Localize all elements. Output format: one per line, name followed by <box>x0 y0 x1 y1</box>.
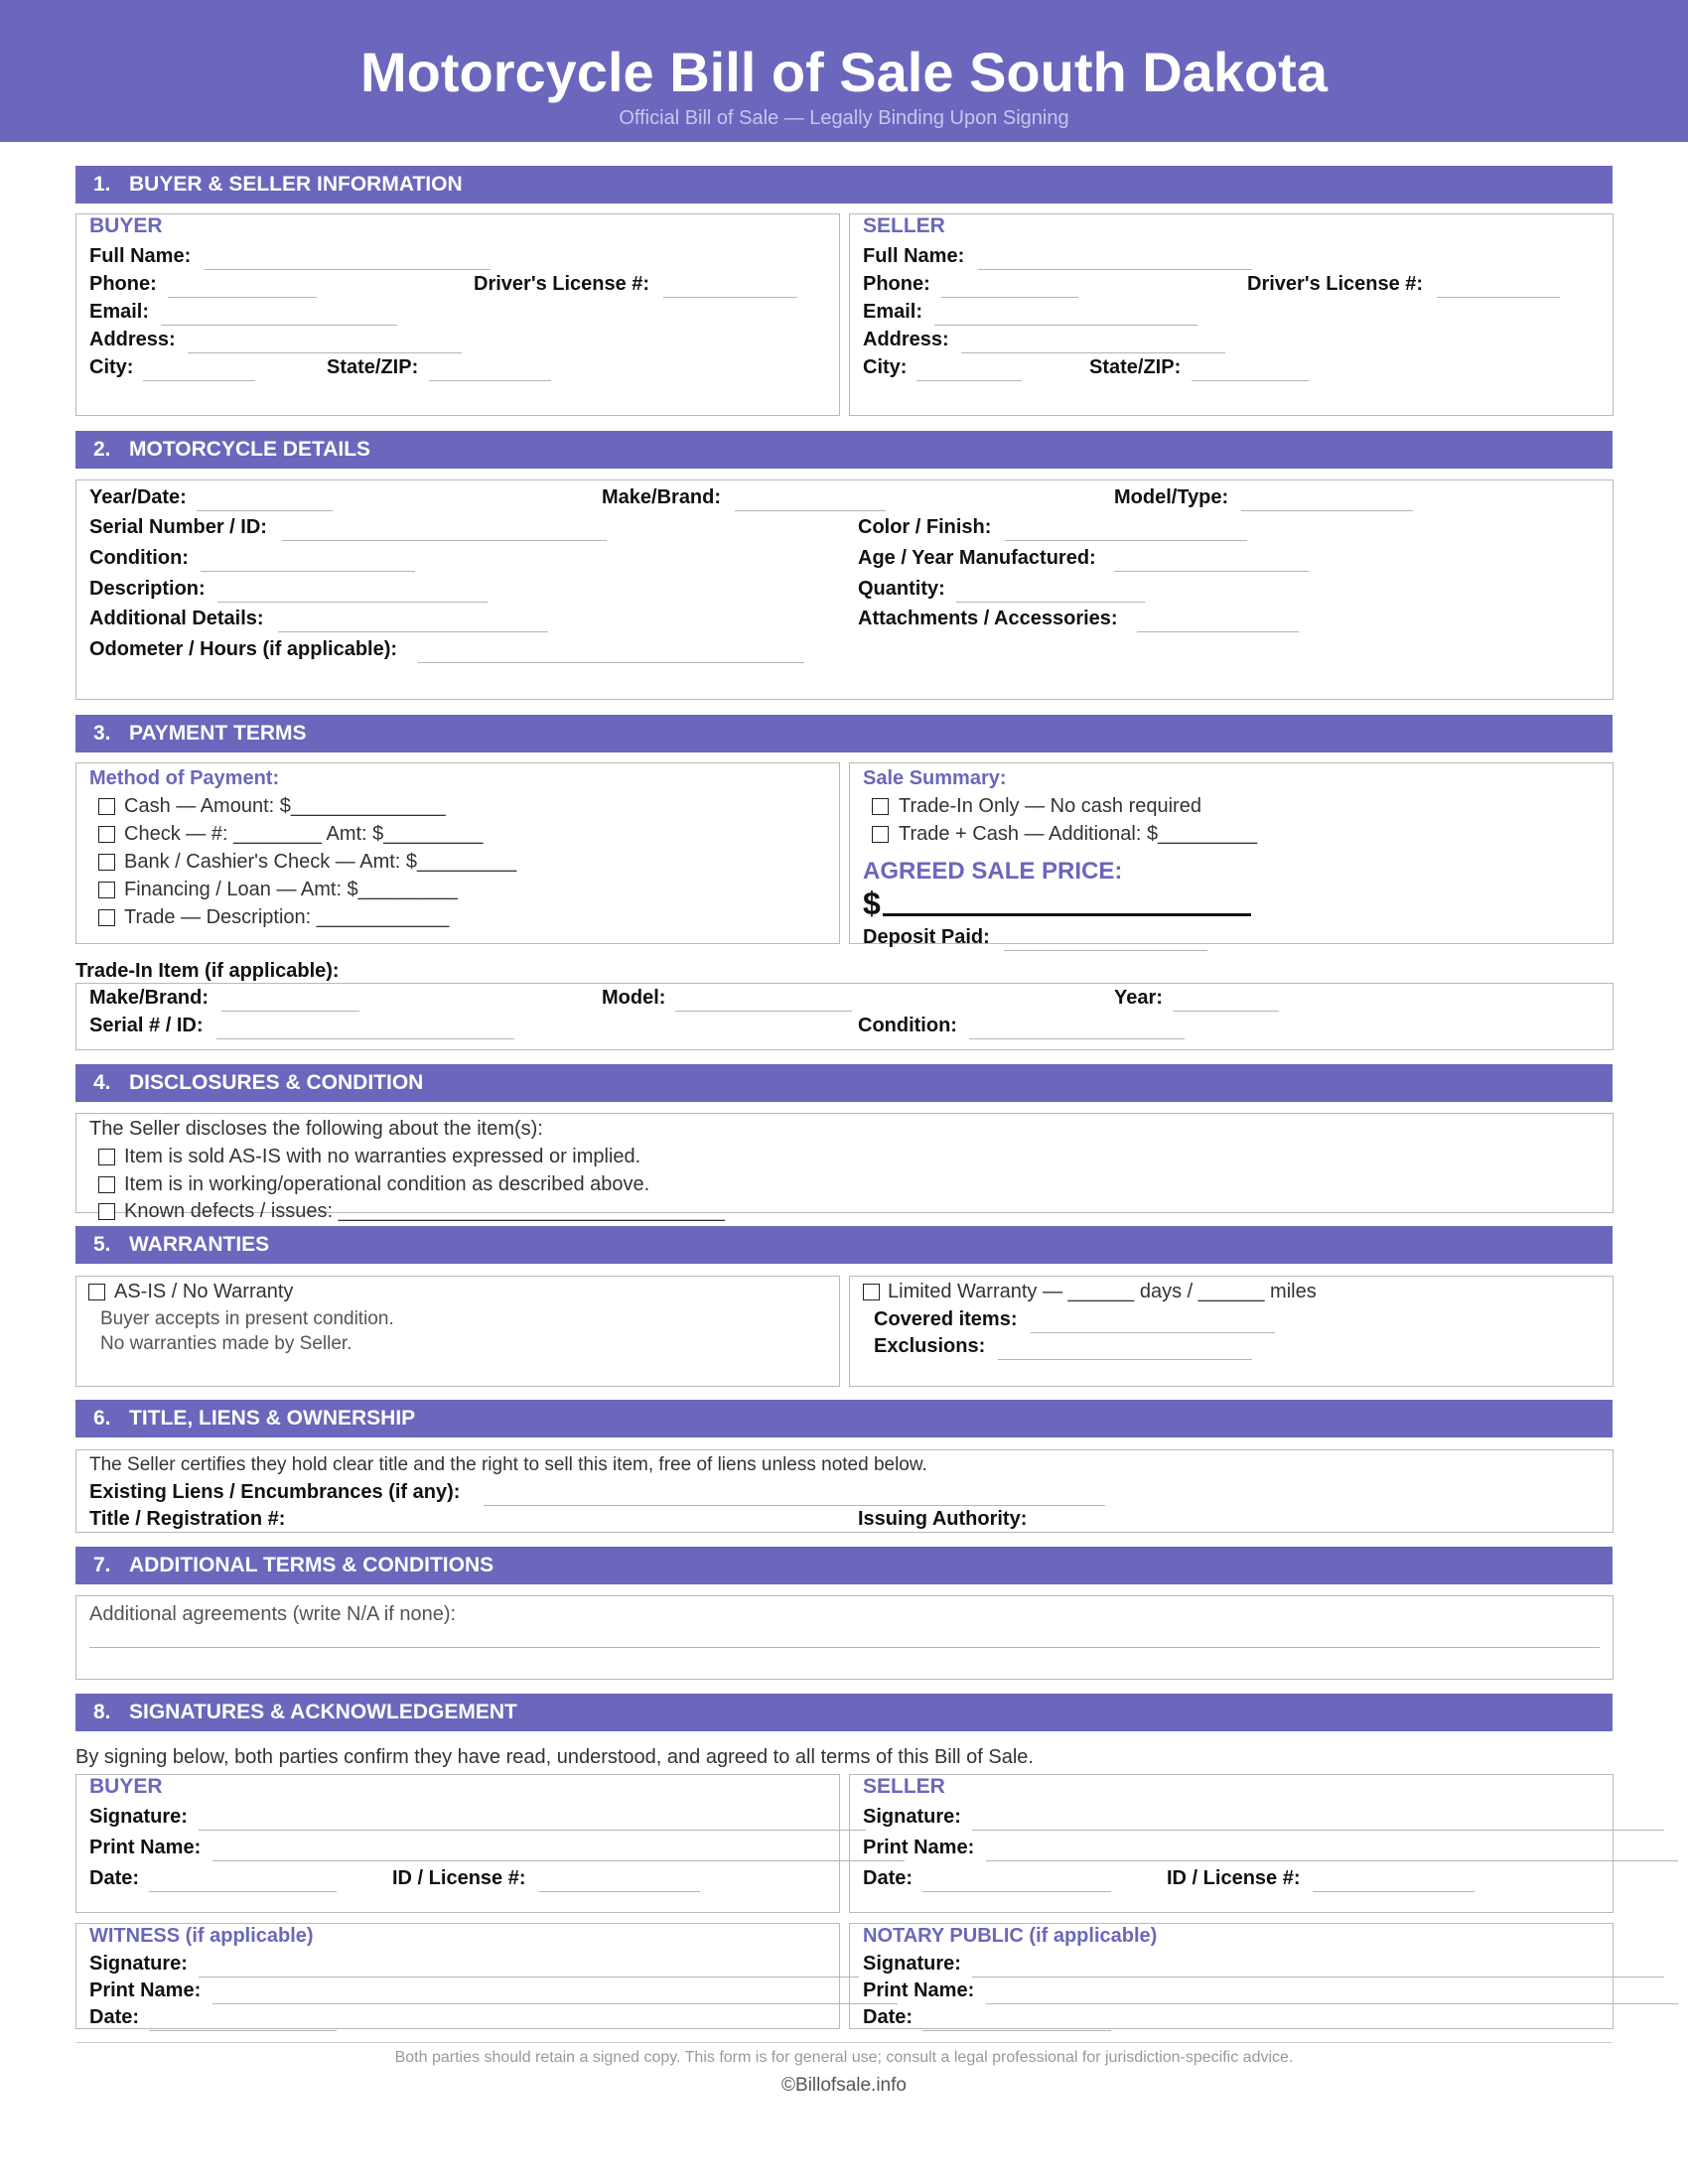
working-condition-checkbox[interactable] <box>98 1176 115 1193</box>
known-defects-disclosure: Known defects / issues: ___________________________________ <box>124 1200 725 1222</box>
seller-state-zip-field[interactable] <box>1192 380 1309 381</box>
buyer-state-zip-field[interactable] <box>429 380 551 381</box>
trade-in-serial-label: Serial # / ID: <box>89 1015 204 1036</box>
seller-email-label: Email: <box>863 301 923 323</box>
color-label: Color / Finish: <box>858 516 992 538</box>
existing-liens-label: Existing Liens / Encumbrances (if any): <box>89 1481 461 1503</box>
serial-label: Serial Number / ID: <box>89 516 267 538</box>
witness-print-name-label: Print Name: <box>89 1979 202 2001</box>
seller-print-name-field[interactable] <box>986 1860 1678 1861</box>
section-bar-buyer-seller: 1. BUYER & SELLER INFORMATION <box>75 166 1613 204</box>
covered-items-field[interactable] <box>1031 1332 1275 1333</box>
page-title: Motorcycle Bill of Sale South Dakota <box>360 41 1328 103</box>
trade-in-only-checkbox[interactable] <box>872 798 889 815</box>
seller-phone-field[interactable] <box>941 297 1078 298</box>
footer-note: Both parties should retain a signed copy. This form is for general use; consult a legal professional for jurisdiction-specific advice. <box>394 2049 1294 2066</box>
limited-warranty-checkbox[interactable] <box>863 1284 880 1300</box>
buyer-full-name-label: Full Name: <box>89 245 192 267</box>
witness-signature-label: Signature: <box>89 1953 188 1975</box>
title-registration-label: Title / Registration #: <box>89 1508 286 1530</box>
section-bar-additional-terms: 7. ADDITIONAL TERMS & CONDITIONS <box>75 1547 1613 1584</box>
as-is-disclosure: Item is sold AS-IS with no warranties expressed or implied. <box>124 1146 641 1167</box>
buyer-city-field[interactable] <box>143 380 255 381</box>
deposit-paid-field[interactable] <box>1004 950 1207 951</box>
seller-city-label: City: <box>863 356 908 378</box>
check-option: Check — #: ________ Amt: $_________ <box>124 823 484 845</box>
attachments-label: Attachments / Accessories: <box>858 608 1118 629</box>
deposit-paid-label: Deposit Paid: <box>863 926 990 948</box>
additional-terms-field[interactable] <box>89 1647 1600 1648</box>
make-field[interactable] <box>735 510 886 511</box>
notary-date-label: Date: <box>863 2006 914 2028</box>
seller-full-name-field[interactable] <box>978 269 1252 270</box>
model-label: Model/Type: <box>1114 486 1229 508</box>
buyer-phone-field[interactable] <box>168 297 317 298</box>
additional-terms-prompt: Additional agreements (write N/A if none): <box>89 1603 457 1625</box>
buyer-address-label: Address: <box>89 329 176 350</box>
bank-check-option: Bank / Cashier's Check — Amt: $_________ <box>124 851 517 873</box>
description-field[interactable] <box>217 602 488 603</box>
condition-label: Condition: <box>89 547 189 569</box>
covered-items-label: Covered items: <box>874 1308 1018 1330</box>
trade-in-condition-field[interactable] <box>969 1038 1185 1039</box>
make-label: Make/Brand: <box>602 486 722 508</box>
serial-field[interactable] <box>282 540 607 541</box>
seller-date-field[interactable] <box>922 1891 1111 1892</box>
notary-signature-label: Signature: <box>863 1953 961 1975</box>
section-bar-signatures: 8. SIGNATURES & ACKNOWLEDGEMENT <box>75 1694 1613 1731</box>
buyer-phone-label: Phone: <box>89 273 157 295</box>
seller-heading: SELLER <box>863 214 945 237</box>
seller-date-label: Date: <box>863 1867 914 1889</box>
witness-print-name-field[interactable] <box>212 2003 898 2004</box>
buyer-full-name-field[interactable] <box>205 269 491 270</box>
trade-in-serial-field[interactable] <box>216 1038 514 1039</box>
seller-email-field[interactable] <box>934 325 1197 326</box>
sale-summary-heading: Sale Summary: <box>863 767 1007 789</box>
motorcycle-details-box <box>75 479 1614 700</box>
buyer-signature-field[interactable] <box>199 1830 866 1831</box>
buyer-id-label: ID / License #: <box>392 1867 526 1889</box>
notary-date-field[interactable] <box>922 2030 1111 2031</box>
condition-field[interactable] <box>201 571 415 572</box>
buyer-signature-label: Signature: <box>89 1806 188 1828</box>
buyer-city-label: City: <box>89 356 134 378</box>
buyer-license-field[interactable] <box>663 297 797 298</box>
color-field[interactable] <box>1005 540 1247 541</box>
seller-city-field[interactable] <box>916 380 1022 381</box>
trade-option: Trade — Description: ____________ <box>124 906 450 928</box>
as-is-note-2: No warranties made by Seller. <box>100 1333 352 1354</box>
buyer-signature-heading: BUYER <box>89 1775 163 1798</box>
seller-full-name-label: Full Name: <box>863 245 965 267</box>
disclosures-intro: The Seller discloses the following about the item(s): <box>89 1118 543 1140</box>
buyer-state-zip-label: State/ZIP: <box>327 356 419 378</box>
as-is-note-1: Buyer accepts in present condition. <box>100 1308 394 1329</box>
year-field[interactable] <box>197 510 333 511</box>
seller-phone-label: Phone: <box>863 273 930 295</box>
additional-details-label: Additional Details: <box>89 608 264 629</box>
existing-liens-field[interactable] <box>484 1505 1105 1506</box>
check-checkbox[interactable] <box>98 826 115 843</box>
trade-checkbox[interactable] <box>98 909 115 926</box>
seller-address-field[interactable] <box>961 352 1225 353</box>
financing-checkbox[interactable] <box>98 882 115 898</box>
notary-print-name-label: Print Name: <box>863 1979 975 2001</box>
witness-heading: WITNESS (if applicable) <box>89 1925 314 1947</box>
buyer-address-field[interactable] <box>188 352 462 353</box>
seller-signature-label: Signature: <box>863 1806 961 1828</box>
buyer-heading: BUYER <box>89 214 163 237</box>
witness-date-label: Date: <box>89 2006 140 2028</box>
buyer-id-field[interactable] <box>539 1891 700 1892</box>
witness-date-field[interactable] <box>149 2030 337 2031</box>
footer-copyright: ©Billofsale.info <box>781 2075 907 2096</box>
section-bar-disclosures: 4. DISCLOSURES & CONDITION <box>75 1064 1613 1102</box>
notary-print-name-field[interactable] <box>986 2003 1678 2004</box>
seller-state-zip-label: State/ZIP: <box>1089 356 1182 378</box>
title-liens-intro: The Seller certifies they hold clear title and the right to sell this item, free of liens unless noted below. <box>89 1454 927 1475</box>
seller-print-name-label: Print Name: <box>863 1837 975 1858</box>
exclusions-field[interactable] <box>998 1359 1252 1360</box>
known-defects-checkbox[interactable] <box>98 1203 115 1220</box>
seller-signature-field[interactable] <box>972 1830 1664 1831</box>
trade-in-only-option: Trade-In Only — No cash required <box>899 795 1201 817</box>
seller-signature-heading: SELLER <box>863 1775 945 1798</box>
buyer-email-field[interactable] <box>161 325 397 326</box>
agreed-sale-price-field[interactable] <box>883 913 1251 916</box>
page-header <box>0 0 1688 142</box>
payment-method-heading: Method of Payment: <box>89 767 280 789</box>
trade-in-condition-label: Condition: <box>858 1015 957 1036</box>
odometer-field[interactable] <box>418 662 804 663</box>
notary-signature-field[interactable] <box>972 1977 1664 1978</box>
as-is-warranty-option: AS-IS / No Warranty <box>114 1281 294 1302</box>
seller-license-label: Driver's License #: <box>1247 273 1424 295</box>
trade-in-model-label: Model: <box>602 987 666 1009</box>
seller-id-label: ID / License #: <box>1167 1867 1301 1889</box>
limited-warranty-option: Limited Warranty — ______ days / ______ miles <box>888 1281 1317 1302</box>
seller-license-field[interactable] <box>1437 297 1560 298</box>
section-bar-title-liens: 6. TITLE, LIENS & OWNERSHIP <box>75 1400 1613 1437</box>
notary-heading: NOTARY PUBLIC (if applicable) <box>863 1925 1158 1947</box>
trade-plus-cash-option: Trade + Cash — Additional: $_________ <box>899 823 1258 845</box>
seller-id-field[interactable] <box>1313 1891 1475 1892</box>
footer-divider <box>75 2042 1613 2043</box>
buyer-license-label: Driver's License #: <box>474 273 650 295</box>
bank-check-checkbox[interactable] <box>98 854 115 871</box>
additional-details-field[interactable] <box>278 631 548 632</box>
trade-plus-cash-checkbox[interactable] <box>872 826 889 843</box>
buyer-print-name-label: Print Name: <box>89 1837 202 1858</box>
financing-option: Financing / Loan — Amt: $_________ <box>124 879 458 900</box>
cash-option: Cash — Amount: $______________ <box>124 795 446 817</box>
age-field[interactable] <box>1114 571 1309 572</box>
model-field[interactable] <box>1241 510 1413 511</box>
odometer-label: Odometer / Hours (if applicable): <box>89 638 398 660</box>
trade-in-make-field[interactable] <box>221 1011 359 1012</box>
age-label: Age / Year Manufactured: <box>858 547 1096 569</box>
dollar-sign: $ <box>863 886 881 921</box>
signatures-intro: By signing below, both parties confirm they have read, understood, and agreed to all terms of this Bill of Sale. <box>75 1746 1034 1768</box>
as-is-disclosure-checkbox[interactable] <box>98 1149 115 1165</box>
section-bar-motorcycle-details: 2. MOTORCYCLE DETAILS <box>75 431 1613 469</box>
working-condition-disclosure: Item is in working/operational condition as described above. <box>124 1173 650 1195</box>
trade-in-year-field[interactable] <box>1173 1011 1279 1012</box>
exclusions-label: Exclusions: <box>874 1335 986 1357</box>
description-label: Description: <box>89 578 206 600</box>
trade-in-year-label: Year: <box>1114 987 1163 1009</box>
cash-checkbox[interactable] <box>98 798 115 815</box>
trade-in-model-field[interactable] <box>675 1011 852 1012</box>
as-is-warranty-checkbox[interactable] <box>88 1284 105 1300</box>
buyer-date-field[interactable] <box>149 1891 337 1892</box>
trade-in-heading: Trade-In Item (if applicable): <box>75 960 340 982</box>
issuing-authority-label: Issuing Authority: <box>858 1508 1028 1530</box>
agreed-sale-price-label: AGREED SALE PRICE: <box>863 858 1123 885</box>
attachments-field[interactable] <box>1137 631 1299 632</box>
page-subtitle: Official Bill of Sale — Legally Binding Upon Signing <box>619 107 1069 129</box>
year-label: Year/Date: <box>89 486 187 508</box>
trade-in-make-label: Make/Brand: <box>89 987 210 1009</box>
section-bar-payment-terms: 3. PAYMENT TERMS <box>75 715 1613 752</box>
buyer-date-label: Date: <box>89 1867 140 1889</box>
section-bar-warranties: 5. WARRANTIES <box>75 1226 1613 1264</box>
quantity-label: Quantity: <box>858 578 945 600</box>
trade-in-box <box>75 983 1614 1050</box>
quantity-field[interactable] <box>956 602 1145 603</box>
witness-signature-field[interactable] <box>199 1977 859 1978</box>
buyer-email-label: Email: <box>89 301 150 323</box>
seller-address-label: Address: <box>863 329 949 350</box>
buyer-print-name-field[interactable] <box>212 1860 905 1861</box>
